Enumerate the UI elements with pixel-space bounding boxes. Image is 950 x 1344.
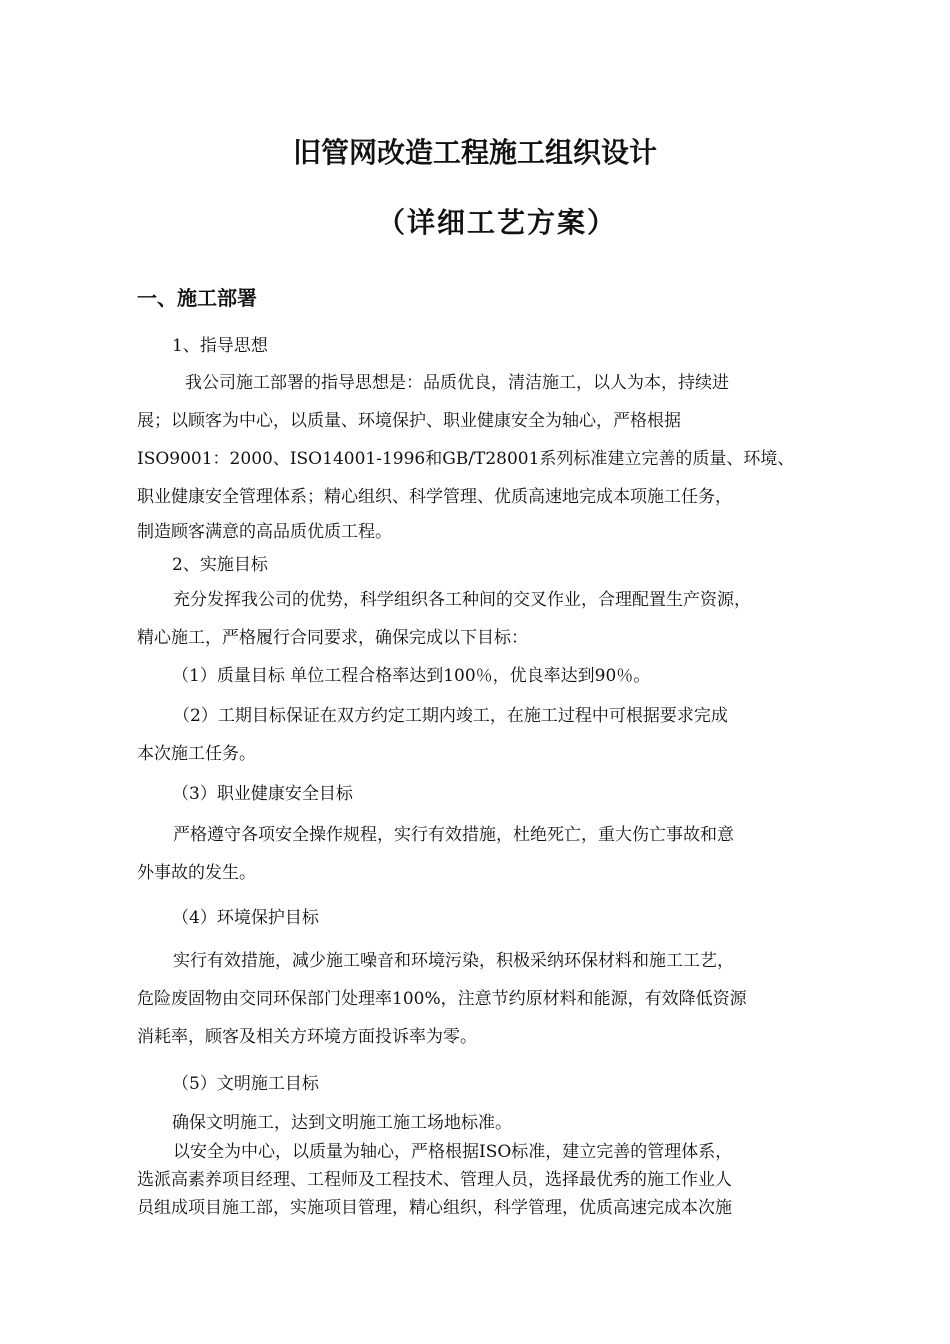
document-title: 旧管网改造工程施工组织设计 [292, 136, 657, 169]
paragraph-line: ISO9001：2000、ISO14001-1996和GB/T28001系列标准建立完善的质量、环境、 [137, 449, 795, 469]
civilized-goal-text: 确保文明施工，达到文明施工施工场地标准。 [172, 1113, 512, 1133]
paragraph-line: 职业健康安全管理体系；精心组织、科学管理、优质高速地完成本项施工任务， [137, 487, 732, 507]
paragraph-line: 制造顾客满意的高品质优质工程。 [137, 522, 392, 542]
paragraph-line: 本次施工任务。 [137, 744, 256, 764]
safety-goal-heading: （3）职业健康安全目标 [172, 784, 353, 804]
environment-goal-paragraph [137, 942, 817, 1056]
paragraph-line: 员组成项目施工部，实施项目管理，精心组织，科学管理，优质高速完成本次施 [137, 1198, 732, 1218]
paragraph-line: 以安全为中心，以质量为轴心，严格根据ISO标准，建立完善的管理体系， [173, 1142, 733, 1162]
environment-goal-heading: （4）环境保护目标 [172, 908, 319, 928]
guiding-thought-paragraph [137, 364, 817, 548]
paragraph-line: 精心施工，严格履行合同要求，确保完成以下目标： [137, 628, 528, 648]
paragraph-line: 我公司施工部署的指导思想是：品质优良，清洁施工，以人为本，持续进 [185, 373, 729, 393]
schedule-goal-paragraph [137, 697, 817, 773]
paragraph-line: 选派高素养项目经理、工程师及工程技术、管理人员，选择最优秀的施工作业人 [137, 1170, 732, 1190]
safety-goal-paragraph [137, 816, 817, 892]
paragraph-line: 危险废固物由交同环保部门处理率100%，注意节约原材料和能源，有效降低资源 [137, 989, 747, 1009]
civilized-goal-heading: （5）文明施工目标 [172, 1074, 319, 1094]
paragraph-line: 实行有效措施，减少施工噪音和环境污染，积极采纳环保材料和施工工艺， [173, 951, 734, 971]
closing-paragraph [137, 1138, 817, 1222]
paragraph-line: 外事故的发生。 [137, 863, 256, 883]
item-heading-goals: 2、实施目标 [172, 555, 268, 575]
document-subtitle: （详细工艺方案） [376, 206, 617, 239]
quality-goal: （1）质量目标 单位工程合格率达到100％，优良率达到90％。 [172, 666, 651, 686]
paragraph-line: 充分发挥我公司的优势，科学组织各工种间的交叉作业，合理配置生产资源， [173, 590, 751, 610]
section-heading: 一、施工部署 [137, 286, 257, 310]
paragraph-line: 展；以顾客为中心，以质量、环境保护、职业健康安全为轴心，严格根据 [137, 411, 681, 431]
goals-intro-paragraph [137, 581, 817, 657]
item-heading-guiding-thought: 1、指导思想 [172, 336, 268, 356]
paragraph-line: 消耗率，顾客及相关方环境方面投诉率为零。 [137, 1027, 477, 1047]
paragraph-line: （2）工期目标保证在双方约定工期内竣工，在施工过程中可根据要求完成 [173, 706, 728, 726]
paragraph-line: 严格遵守各项安全操作规程，实行有效措施，杜绝死亡，重大伤亡事故和意 [173, 825, 734, 845]
